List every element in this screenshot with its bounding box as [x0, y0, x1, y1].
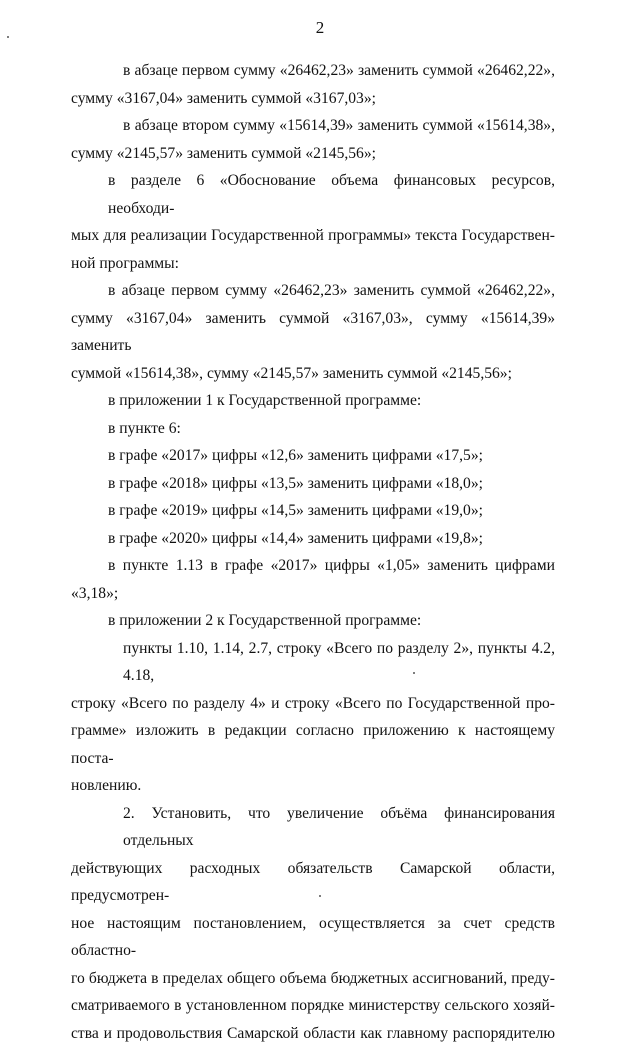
paragraph-line: мых для реализации Государственной программы» текста Государствен-	[71, 222, 555, 250]
scan-speck	[413, 672, 415, 674]
paragraph-line: го бюджета в пределах общего объема бюджетных ассигнований, преду-	[71, 965, 555, 993]
paragraph-line: в абзаце первом сумму «26462,23» заменить суммой «26462,22»,	[71, 277, 555, 305]
paragraph-line: суммой «15614,38», сумму «2145,57» заменить суммой «2145,56»;	[71, 360, 555, 388]
paragraph-line: новлению.	[71, 772, 555, 800]
scan-speck	[7, 36, 9, 38]
paragraph-line: в графе «2020» цифры «14,4» заменить цифрами «19,8»;	[71, 525, 555, 553]
paragraph-line: «3,18»;	[71, 580, 555, 608]
paragraph-line: сматриваемого в установленном порядке министерству сельского хозяй-	[71, 992, 555, 1020]
page-number: 2	[0, 18, 640, 38]
paragraph-line: в абзаце втором сумму «15614,39» заменить суммой «15614,38»,	[71, 112, 555, 140]
paragraph-line: сумму «3167,04» заменить суммой «3167,03», сумму «15614,39» заменить	[71, 305, 555, 360]
paragraph-line: в пункте 1.13 в графе «2017» цифры «1,05» заменить цифрами	[71, 552, 555, 580]
paragraph-line: в приложении 1 к Государственной программе:	[71, 387, 555, 415]
paragraph-line: действующих расходных обязательств Самарской области, предусмотрен-	[71, 855, 555, 910]
paragraph-line: 2. Установить, что увеличение объёма финансирования отдельных	[71, 800, 555, 855]
paragraph-line: в абзаце первом сумму «26462,23» заменить суммой «26462,22»,	[71, 57, 555, 85]
paragraph-line: грамме» изложить в редакции согласно приложению к настоящему поста-	[71, 717, 555, 772]
paragraph-line: в пункте 6:	[71, 415, 555, 443]
paragraph-line: строку «Всего по разделу 4» и строку «Всего по Государственной про-	[71, 690, 555, 718]
paragraph-line: в графе «2019» цифры «14,5» заменить цифрами «19,0»;	[71, 497, 555, 525]
paragraph-line: сумму «2145,57» заменить суммой «2145,56»;	[71, 140, 555, 168]
paragraph-line: в графе «2018» цифры «13,5» заменить цифрами «18,0»;	[71, 470, 555, 498]
scan-speck	[319, 895, 321, 897]
paragraph-line: пункты 1.10, 1.14, 2.7, строку «Всего по разделу 2», пункты 4.2, 4.18,	[71, 635, 555, 690]
paragraph-line: в графе «2017» цифры «12,6» заменить цифрами «17,5»;	[71, 442, 555, 470]
paragraph-line: в приложении 2 к Государственной программе:	[71, 607, 555, 635]
paragraph-line: ства и продовольствия Самарской области как главному распорядителю	[71, 1020, 555, 1047]
paragraph-line: сумму «3167,04» заменить суммой «3167,03»;	[71, 85, 555, 113]
paragraph-line: ное настоящим постановлением, осуществляется за счет средств областно-	[71, 910, 555, 965]
paragraph-line: ной программы:	[71, 250, 555, 278]
paragraph-line: в разделе 6 «Обоснование объема финансовых ресурсов, необходи-	[71, 167, 555, 222]
document-body	[71, 57, 555, 1047]
